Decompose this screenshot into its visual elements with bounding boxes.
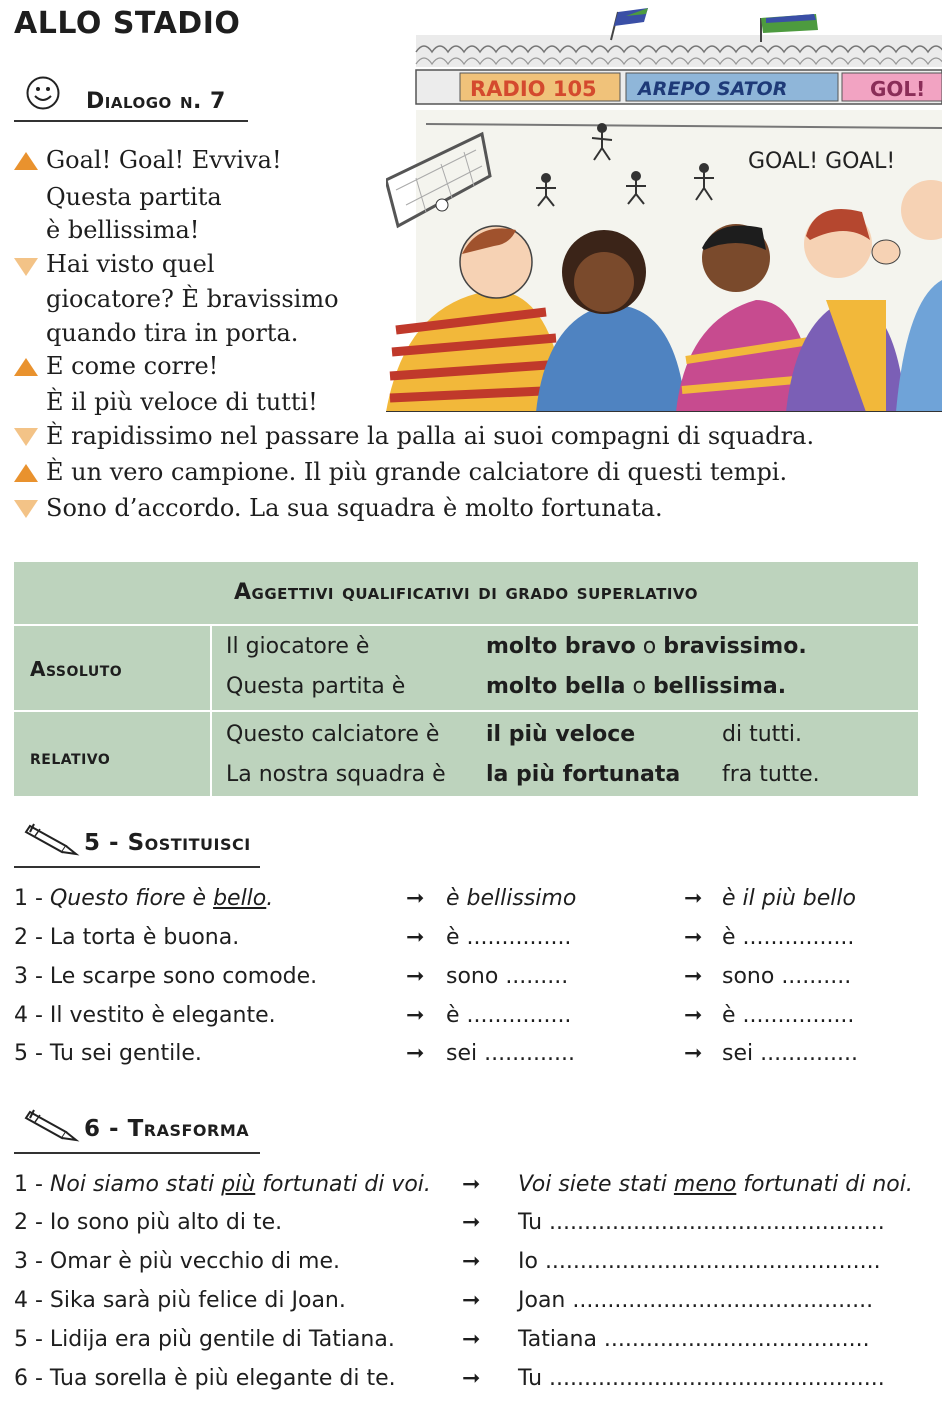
table-cell: Questa partita è xyxy=(226,674,406,699)
stadium-fans-illustration xyxy=(386,0,942,412)
exercise-6-item: 5 - Lidija era più gentile di Tatiana. xyxy=(14,1327,395,1352)
arrow-icon: ➞ xyxy=(462,1249,481,1274)
exercise-5-blank[interactable]: sei .............. xyxy=(722,1041,859,1066)
dialogue-line: giocatore? È bravissimo xyxy=(46,285,339,313)
table-divider xyxy=(210,624,212,796)
arrow-icon: ➞ xyxy=(462,1210,481,1235)
assoluto-label: Assoluto xyxy=(30,657,123,681)
table-cell: la più fortunata xyxy=(486,762,681,787)
dialogue-line: Goal! Goal! Evviva! xyxy=(46,146,282,174)
exercise-5-blank[interactable]: è ............... xyxy=(446,925,572,950)
exercise-5-header xyxy=(14,818,260,868)
banner-gol: GOL! xyxy=(870,77,926,101)
exercise-5-blank[interactable]: è ................ xyxy=(722,925,855,950)
exercise-6-item: 2 - Io sono più alto di te. xyxy=(14,1210,283,1235)
exercise-6-item: 6 - Tua sorella è più elegante di te. xyxy=(14,1366,396,1391)
grammar-row-relativo xyxy=(14,712,918,796)
table-cell: Il giocatore è xyxy=(226,634,370,659)
table-cell: molto bravo o bravissimo. xyxy=(486,634,807,659)
dialogue-header xyxy=(14,76,248,122)
dialogue-line: È il più veloce di tutti! xyxy=(46,388,318,416)
table-cell: La nostra squadra è xyxy=(226,762,446,787)
dialogue-line: È un vero campione. Il più grande calciatore di questi tempi. xyxy=(46,458,788,486)
speaker-a-triangle-icon xyxy=(14,464,38,482)
table-cell: di tutti. xyxy=(722,722,802,747)
exercise-5-blank[interactable]: è ................ xyxy=(722,1003,855,1028)
dialogue-line: È rapidissimo nel passare la palla ai suoi compagni di squadra. xyxy=(46,422,815,450)
arrow-icon: ➞ xyxy=(684,1003,703,1028)
dialogue-line: E come corre! xyxy=(46,352,219,380)
exercise-6-header xyxy=(14,1104,260,1154)
table-cell: molto bella o bellissima. xyxy=(486,674,787,699)
arrow-icon: ➞ xyxy=(684,1041,703,1066)
arrow-icon: ➞ xyxy=(684,886,703,911)
arrow-icon: ➞ xyxy=(406,925,425,950)
dialogue-line: Hai visto quel xyxy=(46,250,215,278)
exercise-6-item: 4 - Sika sarà più felice di Joan. xyxy=(14,1288,346,1313)
grammar-row-assoluto xyxy=(14,624,918,712)
arrow-icon: ➞ xyxy=(406,1041,425,1066)
pencil-icon xyxy=(24,1106,80,1142)
exercise-5-item: 5 - Tu sei gentile. xyxy=(14,1041,202,1066)
arrow-icon: ➞ xyxy=(684,964,703,989)
speaker-b-triangle-icon xyxy=(14,258,38,276)
table-cell: il più veloce xyxy=(486,722,636,747)
arrow-icon: ➞ xyxy=(406,886,425,911)
exercise-6-blank[interactable]: Tu ................................................ xyxy=(518,1210,885,1235)
exercise-6-blank[interactable]: Tu ................................................ xyxy=(518,1366,885,1391)
exercise-6-blank[interactable]: Io ................................................ xyxy=(518,1249,881,1274)
exercise-6-example: 1 - Noi siamo stati più fortunati di voi. xyxy=(14,1172,431,1197)
exercise-5-item: 3 - Le scarpe sono comode. xyxy=(14,964,318,989)
table-cell: fra tutte. xyxy=(722,762,820,787)
banner-radio: RADIO 105 xyxy=(470,77,597,101)
exercise-6-blank[interactable]: Joan ........................................... xyxy=(518,1288,874,1313)
dialogue-line: Questa partita xyxy=(46,183,222,211)
arrow-icon: ➞ xyxy=(462,1327,481,1352)
exercise-5-blank[interactable]: è ............... xyxy=(446,1003,572,1028)
table-cell: Questo calciatore è xyxy=(226,722,440,747)
banner-arepo: AREPO SATOR xyxy=(638,78,788,100)
arrow-icon: ➞ xyxy=(406,964,425,989)
grammar-table-title: Aggettivi qualificativi di grado superlativo xyxy=(14,562,918,626)
dialogue-line: Sono d’accordo. La sua squadra è molto fortunata. xyxy=(46,494,663,522)
goal-shout: GOAL! GOAL! xyxy=(748,149,896,174)
exercise-5-blank[interactable]: sei ............. xyxy=(446,1041,576,1066)
page-title: ALLO STADIO xyxy=(14,6,241,41)
exercise-5-item: 2 - La torta è buona. xyxy=(14,925,240,950)
speaker-a-triangle-icon xyxy=(14,358,38,376)
exercise-6-item: 3 - Omar è più vecchio di me. xyxy=(14,1249,341,1274)
exercise-6-example-answer: Voi siete stati meno fortunati di noi. xyxy=(518,1172,913,1197)
exercise-5-blank[interactable]: sono ......... xyxy=(446,964,569,989)
relativo-label: relativo xyxy=(30,745,111,769)
exercise-6-blank[interactable]: Tatiana ...................................... xyxy=(518,1327,870,1352)
dialogue-line: è bellissima! xyxy=(46,216,200,244)
smiley-icon xyxy=(26,76,60,110)
speaker-b-triangle-icon xyxy=(14,500,38,518)
grammar-table xyxy=(14,562,918,796)
exercise-6-label: 6 - Trasforma xyxy=(84,1116,250,1142)
arrow-icon: ➞ xyxy=(406,1003,425,1028)
pencil-icon xyxy=(24,820,80,856)
exercise-5-label: 5 - Sostituisci xyxy=(84,830,251,856)
speaker-a-triangle-icon xyxy=(14,152,38,170)
arrow-icon: ➞ xyxy=(462,1366,481,1391)
speaker-b-triangle-icon xyxy=(14,428,38,446)
exercise-5-example-answer: è il più bello xyxy=(722,886,856,911)
arrow-icon: ➞ xyxy=(684,925,703,950)
exercise-5-blank[interactable]: sono .......... xyxy=(722,964,852,989)
exercise-5-item: 4 - Il vestito è elegante. xyxy=(14,1003,276,1028)
arrow-icon: ➞ xyxy=(462,1288,481,1313)
exercise-5-example-answer: è bellissimo xyxy=(446,886,577,911)
dialogue-line: quando tira in porta. xyxy=(46,319,299,347)
dialogue-label: Dialogo n. 7 xyxy=(86,89,226,114)
arrow-icon: ➞ xyxy=(462,1172,481,1197)
exercise-5-example: 1 - Questo fiore è bello. xyxy=(14,886,274,911)
